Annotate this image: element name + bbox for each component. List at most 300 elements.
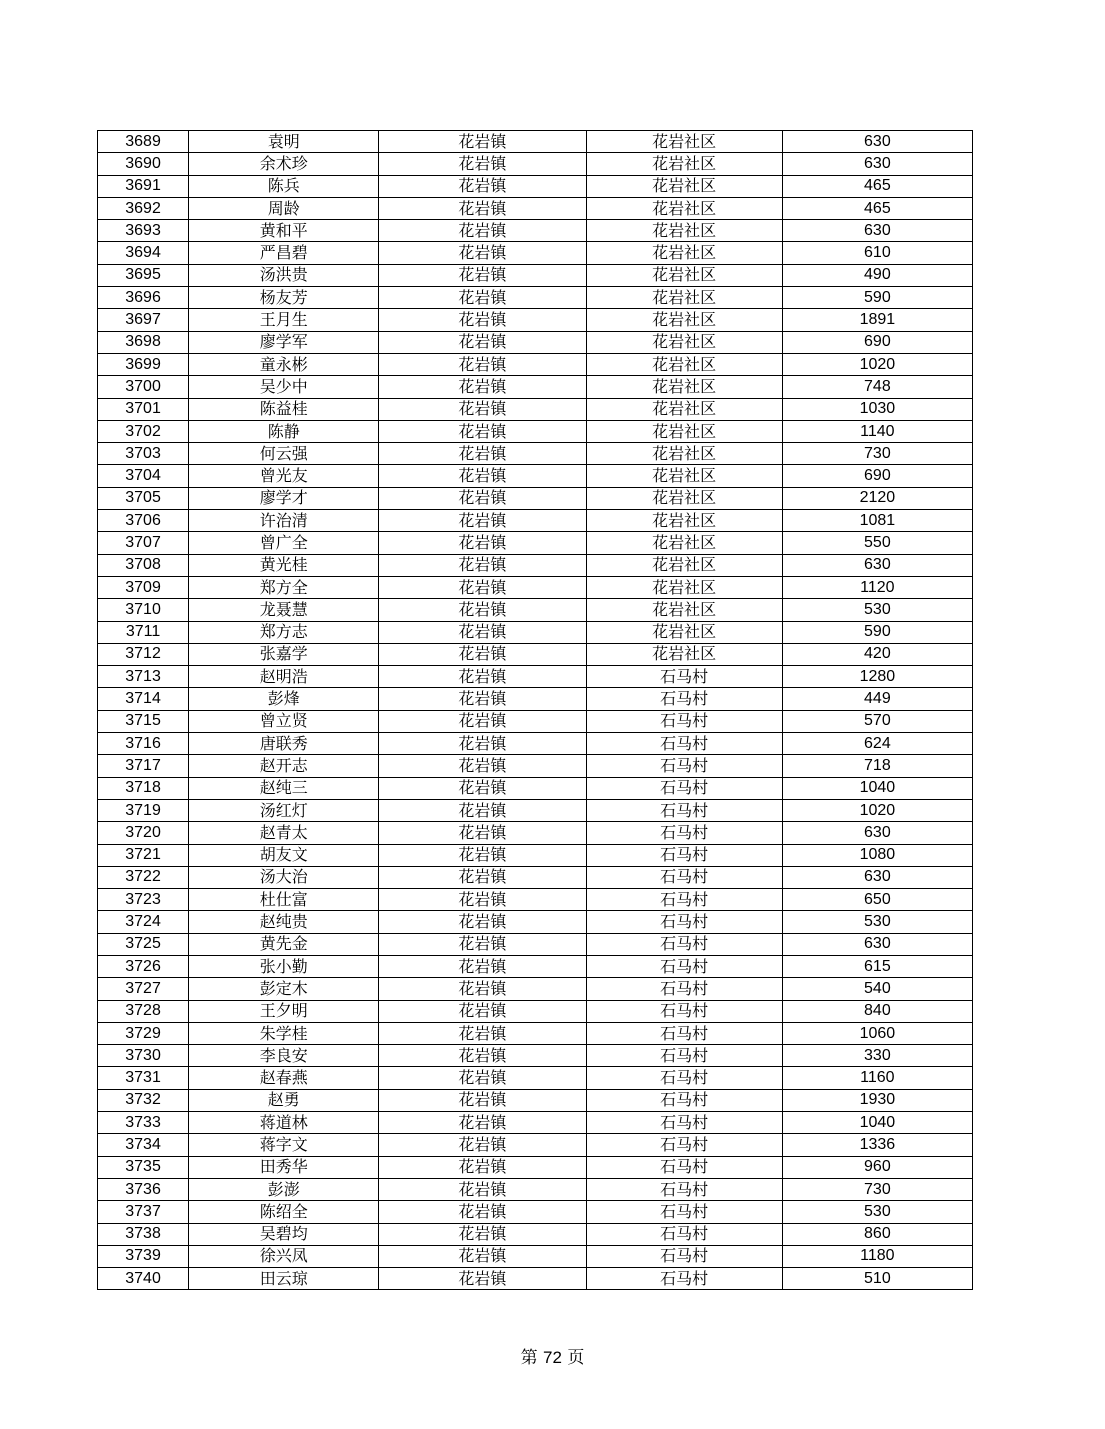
table-row — [98, 420, 973, 442]
table-row — [98, 621, 973, 643]
town-cell: 花岩镇 — [379, 287, 586, 309]
table-row — [98, 443, 973, 465]
name-cell: 赵开志 — [189, 755, 379, 777]
name-cell: 赵勇 — [189, 1089, 379, 1111]
serial-cell: 3691 — [98, 175, 189, 197]
name-cell: 袁明 — [189, 131, 379, 153]
town-cell: 花岩镇 — [379, 443, 586, 465]
name-cell: 彭烽 — [189, 688, 379, 710]
table-row — [98, 733, 973, 755]
table-row — [98, 1245, 973, 1267]
amount-cell: 530 — [782, 1201, 972, 1223]
community-cell: 花岩社区 — [586, 131, 782, 153]
name-cell: 陈静 — [189, 420, 379, 442]
town-cell: 花岩镇 — [379, 822, 586, 844]
amount-cell: 490 — [782, 264, 972, 286]
amount-cell: 690 — [782, 465, 972, 487]
serial-cell: 3689 — [98, 131, 189, 153]
amount-cell: 960 — [782, 1156, 972, 1178]
town-cell: 花岩镇 — [379, 1134, 586, 1156]
name-cell: 胡友文 — [189, 844, 379, 866]
table-row — [98, 933, 973, 955]
serial-cell: 3720 — [98, 822, 189, 844]
community-cell: 石马村 — [586, 822, 782, 844]
name-cell: 朱学桂 — [189, 1022, 379, 1044]
name-cell: 唐联秀 — [189, 733, 379, 755]
name-cell: 赵纯三 — [189, 777, 379, 799]
name-cell: 郑方全 — [189, 576, 379, 598]
serial-cell: 3726 — [98, 955, 189, 977]
table-row — [98, 911, 973, 933]
table-row — [98, 465, 973, 487]
amount-cell: 1040 — [782, 777, 972, 799]
name-cell: 徐兴凤 — [189, 1245, 379, 1267]
town-cell: 花岩镇 — [379, 889, 586, 911]
town-cell: 花岩镇 — [379, 599, 586, 621]
town-cell: 花岩镇 — [379, 799, 586, 821]
name-cell: 王夕明 — [189, 1000, 379, 1022]
serial-cell: 3729 — [98, 1022, 189, 1044]
community-cell: 石马村 — [586, 911, 782, 933]
community-cell: 花岩社区 — [586, 153, 782, 175]
amount-cell: 530 — [782, 911, 972, 933]
table-row — [98, 777, 973, 799]
town-cell: 花岩镇 — [379, 153, 586, 175]
town-cell: 花岩镇 — [379, 376, 586, 398]
amount-cell: 590 — [782, 621, 972, 643]
serial-cell: 3722 — [98, 866, 189, 888]
table-row — [98, 175, 973, 197]
town-cell: 花岩镇 — [379, 688, 586, 710]
community-cell: 石马村 — [586, 866, 782, 888]
name-cell: 彭澎 — [189, 1178, 379, 1200]
records-table — [97, 130, 973, 1290]
name-cell: 严昌碧 — [189, 242, 379, 264]
amount-cell: 630 — [782, 933, 972, 955]
name-cell: 汤大治 — [189, 866, 379, 888]
name-cell: 童永彬 — [189, 353, 379, 375]
name-cell: 杨友芳 — [189, 287, 379, 309]
amount-cell: 540 — [782, 978, 972, 1000]
name-cell: 黄和平 — [189, 220, 379, 242]
name-cell: 许治清 — [189, 510, 379, 532]
table-row — [98, 1268, 973, 1290]
amount-cell: 1081 — [782, 510, 972, 532]
town-cell: 花岩镇 — [379, 487, 586, 509]
table-row — [98, 376, 973, 398]
amount-cell: 748 — [782, 376, 972, 398]
amount-cell: 630 — [782, 153, 972, 175]
community-cell: 花岩社区 — [586, 242, 782, 264]
town-cell: 花岩镇 — [379, 264, 586, 286]
table-row — [98, 666, 973, 688]
amount-cell: 420 — [782, 643, 972, 665]
community-cell: 花岩社区 — [586, 643, 782, 665]
serial-cell: 3728 — [98, 1000, 189, 1022]
serial-cell: 3706 — [98, 510, 189, 532]
community-cell: 石马村 — [586, 1245, 782, 1267]
table-row — [98, 978, 973, 1000]
name-cell: 彭定木 — [189, 978, 379, 1000]
page-footer — [0, 1343, 1105, 1368]
serial-cell: 3717 — [98, 755, 189, 777]
table-row — [98, 1156, 973, 1178]
amount-cell: 630 — [782, 131, 972, 153]
amount-cell: 1280 — [782, 666, 972, 688]
town-cell: 花岩镇 — [379, 1223, 586, 1245]
community-cell: 石马村 — [586, 1178, 782, 1200]
name-cell: 陈绍全 — [189, 1201, 379, 1223]
serial-cell: 3696 — [98, 287, 189, 309]
table-row — [98, 331, 973, 353]
town-cell: 花岩镇 — [379, 643, 586, 665]
name-cell: 田秀华 — [189, 1156, 379, 1178]
serial-cell: 3695 — [98, 264, 189, 286]
town-cell: 花岩镇 — [379, 309, 586, 331]
table-row — [98, 153, 973, 175]
amount-cell: 449 — [782, 688, 972, 710]
page-number: 72 — [543, 1348, 562, 1367]
table-row — [98, 309, 973, 331]
town-cell: 花岩镇 — [379, 510, 586, 532]
community-cell: 花岩社区 — [586, 465, 782, 487]
community-cell: 石马村 — [586, 1268, 782, 1290]
table-row — [98, 197, 973, 219]
serial-cell: 3739 — [98, 1245, 189, 1267]
community-cell: 石马村 — [586, 688, 782, 710]
name-cell: 赵春燕 — [189, 1067, 379, 1089]
records-table-body — [98, 131, 973, 1290]
name-cell: 曾光友 — [189, 465, 379, 487]
serial-cell: 3716 — [98, 733, 189, 755]
table-row — [98, 1178, 973, 1200]
community-cell: 花岩社区 — [586, 599, 782, 621]
table-row — [98, 398, 973, 420]
town-cell: 花岩镇 — [379, 733, 586, 755]
community-cell: 花岩社区 — [586, 264, 782, 286]
amount-cell: 730 — [782, 443, 972, 465]
town-cell: 花岩镇 — [379, 1112, 586, 1134]
town-cell: 花岩镇 — [379, 576, 586, 598]
amount-cell: 624 — [782, 733, 972, 755]
table-row — [98, 1223, 973, 1245]
table-row — [98, 242, 973, 264]
community-cell: 石马村 — [586, 1000, 782, 1022]
town-cell: 花岩镇 — [379, 1178, 586, 1200]
amount-cell: 650 — [782, 889, 972, 911]
amount-cell: 1930 — [782, 1089, 972, 1111]
serial-cell: 3700 — [98, 376, 189, 398]
name-cell: 杜仕富 — [189, 889, 379, 911]
amount-cell: 1020 — [782, 799, 972, 821]
community-cell: 石马村 — [586, 666, 782, 688]
table-row — [98, 1134, 973, 1156]
table-row — [98, 955, 973, 977]
town-cell: 花岩镇 — [379, 1156, 586, 1178]
town-cell: 花岩镇 — [379, 554, 586, 576]
table-row — [98, 487, 973, 509]
serial-cell: 3713 — [98, 666, 189, 688]
table-row — [98, 287, 973, 309]
community-cell: 石马村 — [586, 1156, 782, 1178]
community-cell: 花岩社区 — [586, 309, 782, 331]
amount-cell: 630 — [782, 220, 972, 242]
name-cell: 汤洪贵 — [189, 264, 379, 286]
serial-cell: 3703 — [98, 443, 189, 465]
amount-cell: 590 — [782, 287, 972, 309]
table-row — [98, 1201, 973, 1223]
community-cell: 花岩社区 — [586, 554, 782, 576]
town-cell: 花岩镇 — [379, 331, 586, 353]
serial-cell: 3692 — [98, 197, 189, 219]
community-cell: 石马村 — [586, 777, 782, 799]
serial-cell: 3699 — [98, 353, 189, 375]
serial-cell: 3705 — [98, 487, 189, 509]
community-cell: 石马村 — [586, 710, 782, 732]
town-cell: 花岩镇 — [379, 621, 586, 643]
town-cell: 花岩镇 — [379, 978, 586, 1000]
community-cell: 花岩社区 — [586, 287, 782, 309]
community-cell: 石马村 — [586, 1223, 782, 1245]
amount-cell: 1891 — [782, 309, 972, 331]
serial-cell: 3712 — [98, 643, 189, 665]
community-cell: 花岩社区 — [586, 532, 782, 554]
community-cell: 石马村 — [586, 1201, 782, 1223]
serial-cell: 3727 — [98, 978, 189, 1000]
table-row — [98, 264, 973, 286]
table-row — [98, 889, 973, 911]
name-cell: 龙聂慧 — [189, 599, 379, 621]
community-cell: 石马村 — [586, 955, 782, 977]
name-cell: 张小勤 — [189, 955, 379, 977]
table-row — [98, 131, 973, 153]
serial-cell: 3718 — [98, 777, 189, 799]
serial-cell: 3708 — [98, 554, 189, 576]
amount-cell: 718 — [782, 755, 972, 777]
amount-cell: 630 — [782, 554, 972, 576]
town-cell: 花岩镇 — [379, 131, 586, 153]
town-cell: 花岩镇 — [379, 398, 586, 420]
table-row — [98, 1022, 973, 1044]
town-cell: 花岩镇 — [379, 777, 586, 799]
community-cell: 花岩社区 — [586, 197, 782, 219]
town-cell: 花岩镇 — [379, 710, 586, 732]
footer-suffix: 页 — [567, 1348, 585, 1368]
table-row — [98, 554, 973, 576]
amount-cell: 330 — [782, 1045, 972, 1067]
serial-cell: 3714 — [98, 688, 189, 710]
community-cell: 石马村 — [586, 1067, 782, 1089]
footer-prefix: 第 — [520, 1348, 538, 1368]
serial-cell: 3694 — [98, 242, 189, 264]
amount-cell: 1160 — [782, 1067, 972, 1089]
name-cell: 李良安 — [189, 1045, 379, 1067]
community-cell: 石马村 — [586, 1134, 782, 1156]
town-cell: 花岩镇 — [379, 532, 586, 554]
community-cell: 石马村 — [586, 1089, 782, 1111]
name-cell: 汤红灯 — [189, 799, 379, 821]
serial-cell: 3735 — [98, 1156, 189, 1178]
town-cell: 花岩镇 — [379, 955, 586, 977]
town-cell: 花岩镇 — [379, 1045, 586, 1067]
town-cell: 花岩镇 — [379, 1067, 586, 1089]
amount-cell: 1180 — [782, 1245, 972, 1267]
town-cell: 花岩镇 — [379, 1245, 586, 1267]
table-row — [98, 866, 973, 888]
town-cell: 花岩镇 — [379, 353, 586, 375]
name-cell: 赵青太 — [189, 822, 379, 844]
amount-cell: 860 — [782, 1223, 972, 1245]
community-cell: 花岩社区 — [586, 353, 782, 375]
serial-cell: 3724 — [98, 911, 189, 933]
name-cell: 曾广全 — [189, 532, 379, 554]
name-cell: 黄光桂 — [189, 554, 379, 576]
name-cell: 陈益桂 — [189, 398, 379, 420]
amount-cell: 1120 — [782, 576, 972, 598]
serial-cell: 3740 — [98, 1268, 189, 1290]
name-cell: 黄先金 — [189, 933, 379, 955]
community-cell: 花岩社区 — [586, 398, 782, 420]
community-cell: 石马村 — [586, 844, 782, 866]
name-cell: 张嘉学 — [189, 643, 379, 665]
community-cell: 花岩社区 — [586, 220, 782, 242]
serial-cell: 3690 — [98, 153, 189, 175]
town-cell: 花岩镇 — [379, 1089, 586, 1111]
amount-cell: 840 — [782, 1000, 972, 1022]
amount-cell: 630 — [782, 822, 972, 844]
serial-cell: 3719 — [98, 799, 189, 821]
amount-cell: 1080 — [782, 844, 972, 866]
table-row — [98, 643, 973, 665]
table-row — [98, 822, 973, 844]
community-cell: 石马村 — [586, 1045, 782, 1067]
serial-cell: 3711 — [98, 621, 189, 643]
table-row — [98, 755, 973, 777]
table-row — [98, 510, 973, 532]
town-cell: 花岩镇 — [379, 465, 586, 487]
community-cell: 花岩社区 — [586, 376, 782, 398]
town-cell: 花岩镇 — [379, 1000, 586, 1022]
serial-cell: 3710 — [98, 599, 189, 621]
amount-cell: 1060 — [782, 1022, 972, 1044]
amount-cell: 1336 — [782, 1134, 972, 1156]
town-cell: 花岩镇 — [379, 755, 586, 777]
community-cell: 花岩社区 — [586, 576, 782, 598]
serial-cell: 3731 — [98, 1067, 189, 1089]
table-row — [98, 1045, 973, 1067]
serial-cell: 3701 — [98, 398, 189, 420]
table-row — [98, 220, 973, 242]
amount-cell: 570 — [782, 710, 972, 732]
name-cell: 王月生 — [189, 309, 379, 331]
serial-cell: 3734 — [98, 1134, 189, 1156]
town-cell: 花岩镇 — [379, 866, 586, 888]
community-cell: 花岩社区 — [586, 621, 782, 643]
community-cell: 石马村 — [586, 799, 782, 821]
name-cell: 何云强 — [189, 443, 379, 465]
serial-cell: 3721 — [98, 844, 189, 866]
serial-cell: 3715 — [98, 710, 189, 732]
name-cell: 周龄 — [189, 197, 379, 219]
serial-cell: 3737 — [98, 1201, 189, 1223]
table-row — [98, 844, 973, 866]
name-cell: 陈兵 — [189, 175, 379, 197]
amount-cell: 2120 — [782, 487, 972, 509]
name-cell: 蒋字文 — [189, 1134, 379, 1156]
community-cell: 石马村 — [586, 733, 782, 755]
name-cell: 蒋道林 — [189, 1112, 379, 1134]
amount-cell: 690 — [782, 331, 972, 353]
serial-cell: 3697 — [98, 309, 189, 331]
serial-cell: 3738 — [98, 1223, 189, 1245]
community-cell: 花岩社区 — [586, 510, 782, 532]
community-cell: 石马村 — [586, 755, 782, 777]
name-cell: 田云琼 — [189, 1268, 379, 1290]
name-cell: 赵明浩 — [189, 666, 379, 688]
name-cell: 赵纯贵 — [189, 911, 379, 933]
table-row — [98, 1112, 973, 1134]
table-row — [98, 710, 973, 732]
table-row — [98, 1089, 973, 1111]
table-row — [98, 1067, 973, 1089]
town-cell: 花岩镇 — [379, 175, 586, 197]
table-row — [98, 1000, 973, 1022]
community-cell: 花岩社区 — [586, 487, 782, 509]
town-cell: 花岩镇 — [379, 666, 586, 688]
amount-cell: 465 — [782, 175, 972, 197]
serial-cell: 3707 — [98, 532, 189, 554]
serial-cell: 3725 — [98, 933, 189, 955]
serial-cell: 3709 — [98, 576, 189, 598]
name-cell: 吴碧均 — [189, 1223, 379, 1245]
community-cell: 石马村 — [586, 889, 782, 911]
community-cell: 花岩社区 — [586, 331, 782, 353]
name-cell: 余术珍 — [189, 153, 379, 175]
name-cell: 吴少中 — [189, 376, 379, 398]
serial-cell: 3693 — [98, 220, 189, 242]
serial-cell: 3736 — [98, 1178, 189, 1200]
community-cell: 石马村 — [586, 933, 782, 955]
community-cell: 花岩社区 — [586, 443, 782, 465]
amount-cell: 465 — [782, 197, 972, 219]
amount-cell: 615 — [782, 955, 972, 977]
town-cell: 花岩镇 — [379, 1201, 586, 1223]
amount-cell: 610 — [782, 242, 972, 264]
community-cell: 花岩社区 — [586, 420, 782, 442]
amount-cell: 730 — [782, 1178, 972, 1200]
amount-cell: 530 — [782, 599, 972, 621]
serial-cell: 3732 — [98, 1089, 189, 1111]
amount-cell: 1040 — [782, 1112, 972, 1134]
name-cell: 廖学才 — [189, 487, 379, 509]
serial-cell: 3723 — [98, 889, 189, 911]
town-cell: 花岩镇 — [379, 933, 586, 955]
serial-cell: 3733 — [98, 1112, 189, 1134]
amount-cell: 1140 — [782, 420, 972, 442]
amount-cell: 550 — [782, 532, 972, 554]
serial-cell: 3698 — [98, 331, 189, 353]
town-cell: 花岩镇 — [379, 242, 586, 264]
serial-cell: 3730 — [98, 1045, 189, 1067]
town-cell: 花岩镇 — [379, 1022, 586, 1044]
community-cell: 花岩社区 — [586, 175, 782, 197]
table-row — [98, 599, 973, 621]
amount-cell: 1020 — [782, 353, 972, 375]
town-cell: 花岩镇 — [379, 844, 586, 866]
town-cell: 花岩镇 — [379, 1268, 586, 1290]
town-cell: 花岩镇 — [379, 911, 586, 933]
name-cell: 廖学军 — [189, 331, 379, 353]
